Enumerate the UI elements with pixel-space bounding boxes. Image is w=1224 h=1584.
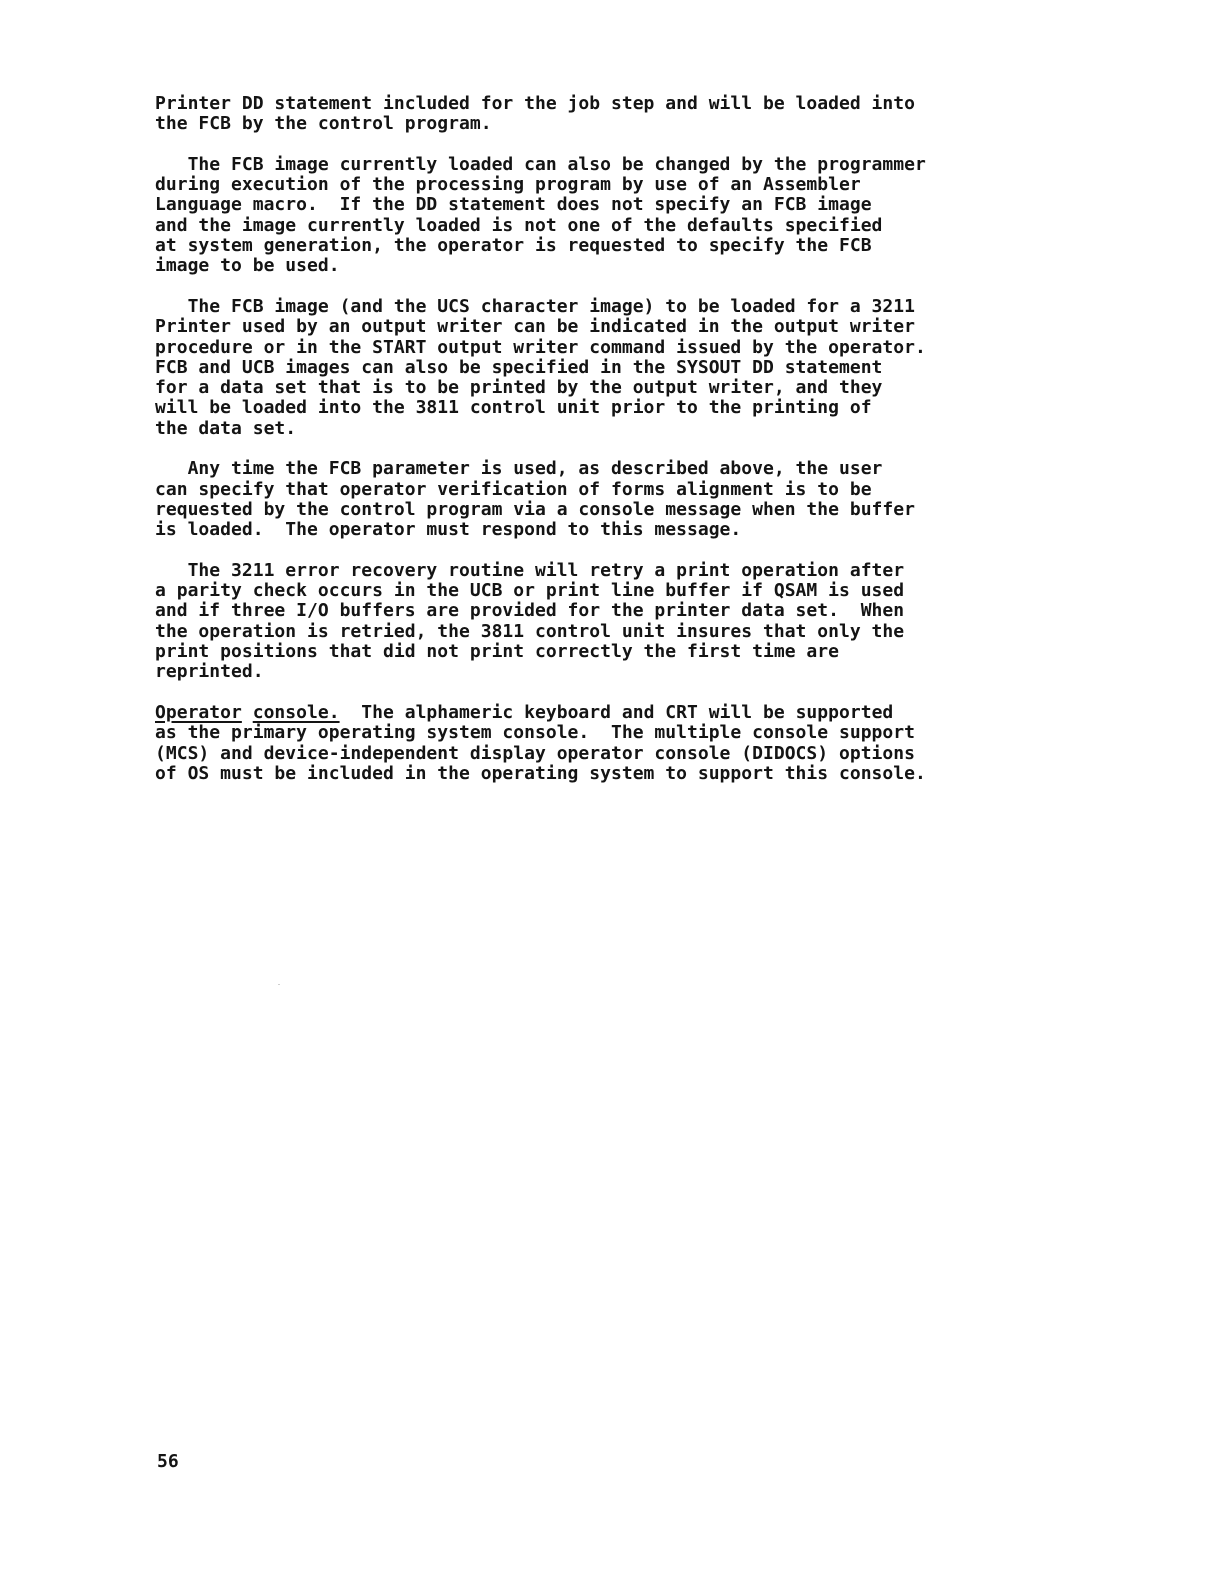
text-line: as the primary operating system console. The multiple console support xyxy=(155,722,915,744)
paragraph-gap xyxy=(155,683,1055,703)
paragraph-operator-console xyxy=(155,703,1055,784)
section-heading-word: Operator xyxy=(155,701,242,723)
text-line: Printer used by an output writer can be indicated in the output writer xyxy=(155,316,915,338)
text-line: at system generation, the operator is requested to specify the FCB xyxy=(155,235,872,257)
paragraph-printer-dd xyxy=(155,94,1055,135)
paragraph-fcb-image-change xyxy=(155,155,1055,277)
page-number: 56 xyxy=(157,1451,179,1472)
section-heading-word: console. xyxy=(252,701,340,723)
text-line: reprinted. xyxy=(155,661,264,683)
text-line: Printer DD statement included for the job step and will be loaded into xyxy=(155,93,915,114)
text-line: Any time the FCB parameter is used, as described above, the user xyxy=(155,458,883,480)
paragraph-forms-alignment xyxy=(155,459,1055,540)
text-line: during execution of the processing program by use of an Assembler xyxy=(155,174,861,196)
text-line: the FCB by the control program. xyxy=(155,113,492,135)
text-line: print positions that did not print correctly the first time are xyxy=(155,641,839,663)
text-line: (MCS) and device-independent display operator console (DIDOCS) options xyxy=(155,742,915,764)
text-line: FCB and UCB images can also be specified in the SYSOUT DD statement xyxy=(155,356,883,378)
paragraph-output-writer xyxy=(155,297,1055,439)
text-line: procedure or in the START output writer command issued by the operator. xyxy=(155,336,926,358)
scan-speck xyxy=(278,984,280,985)
text-run: The alphameric keyboard and CRT will be supported xyxy=(339,701,894,723)
text-line: a parity check occurs in the UCB or print line buffer if QSAM is used xyxy=(155,580,905,602)
body-text xyxy=(155,94,1055,784)
text-line: is loaded. The operator must respond to this message. xyxy=(155,519,742,541)
text-line xyxy=(155,703,1055,723)
text-line: the data set. xyxy=(155,417,297,439)
paragraph-gap xyxy=(155,439,1055,459)
text-line: of OS must be included in the operating system to support this console. xyxy=(155,762,926,784)
paragraph-gap xyxy=(155,541,1055,561)
paragraph-error-recovery xyxy=(155,561,1055,683)
text-line: requested by the control program via a console message when the buffer xyxy=(155,498,915,520)
paragraph-gap xyxy=(155,277,1055,297)
text-line: can specify that operator verification of forms alignment is to be xyxy=(155,478,872,500)
text-line: The FCB image currently loaded can also be changed by the programmer xyxy=(155,153,926,175)
paragraph-gap xyxy=(155,135,1055,155)
text-line: and if three I/O buffers are provided for the printer data set. When xyxy=(155,600,905,622)
text-line: The FCB image (and the UCS character image) to be loaded for a 3211 xyxy=(155,295,915,317)
text-line: The 3211 error recovery routine will retry a print operation after xyxy=(155,559,905,581)
text-line: will be loaded into the 3811 control unit prior to the printing of xyxy=(155,397,872,419)
text-line: and the image currently loaded is not one of the defaults specified xyxy=(155,214,883,236)
text-line: for a data set that is to be printed by the output writer, and they xyxy=(155,377,883,399)
text-line: Language macro. If the DD statement does not specify an FCB image xyxy=(155,194,872,216)
text-line: the operation is retried, the 3811 control unit insures that only the xyxy=(155,620,905,642)
text-line: image to be used. xyxy=(155,255,340,277)
